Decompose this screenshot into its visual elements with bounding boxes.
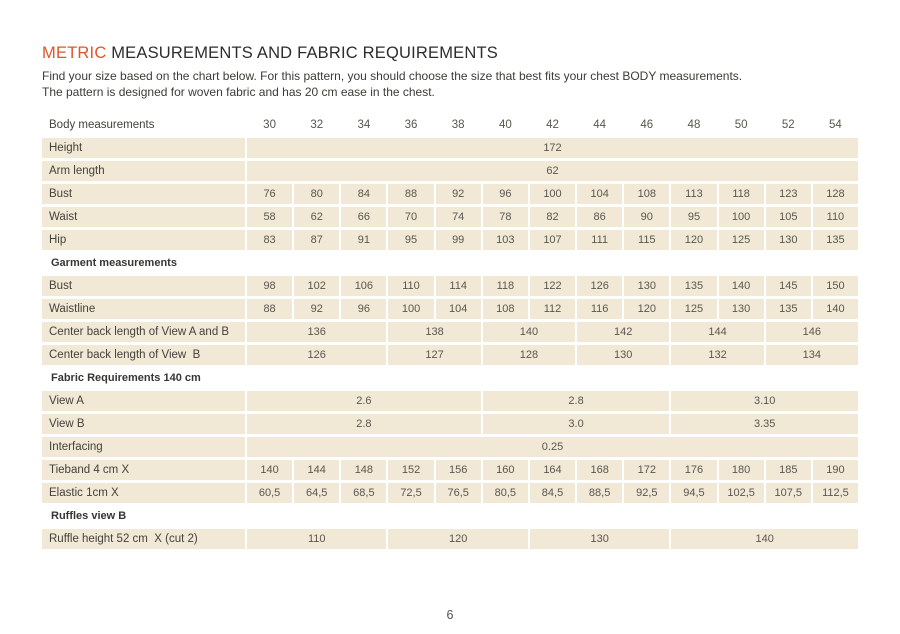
value-cell: 116 bbox=[577, 299, 622, 319]
row-label: Interfacing bbox=[42, 437, 245, 457]
value-cell: 130 bbox=[766, 230, 811, 250]
intro-line-1: Find your size based on the chart below. For this pattern, you should choose the size that best fits your chest BODY measurements. bbox=[42, 69, 743, 83]
value-cell: 168 bbox=[577, 460, 622, 480]
value-cell: 104 bbox=[436, 299, 481, 319]
merged-value-cell: 172 bbox=[247, 138, 858, 158]
value-cell: 82 bbox=[530, 207, 575, 227]
value-cell: 160 bbox=[483, 460, 528, 480]
row-label: Hip bbox=[42, 230, 245, 250]
size-column-header: 40 bbox=[498, 119, 512, 131]
value-cell: 130 bbox=[719, 299, 764, 319]
size-column-header: 42 bbox=[546, 119, 559, 131]
value-cell: 113 bbox=[671, 184, 716, 204]
row-label: Arm length bbox=[42, 161, 245, 181]
value-cell: 176 bbox=[671, 460, 716, 480]
value-cell: 135 bbox=[813, 230, 858, 250]
value-cell: 110 bbox=[388, 276, 433, 296]
value-cell: 88 bbox=[388, 184, 433, 204]
size-column-header: 54 bbox=[829, 119, 842, 131]
value-cell: 99 bbox=[436, 230, 481, 250]
value-cell: 150 bbox=[813, 276, 858, 296]
value-cell: 92 bbox=[294, 299, 339, 319]
row-label: Center back length of View A and B bbox=[42, 322, 245, 342]
value-cell: 125 bbox=[671, 299, 716, 319]
value-cell: 103 bbox=[483, 230, 528, 250]
value-cell: 68,5 bbox=[341, 483, 386, 503]
merged-value-cell: 3.35 bbox=[671, 414, 858, 434]
value-cell: 87 bbox=[294, 230, 339, 250]
row-label: Bust bbox=[42, 184, 245, 204]
row-label: Elastic 1cm X bbox=[42, 483, 245, 503]
merged-value-cell: 142 bbox=[577, 322, 669, 342]
value-cell: 118 bbox=[483, 276, 528, 296]
merged-value-cell: 130 bbox=[530, 529, 669, 549]
value-cell: 125 bbox=[719, 230, 764, 250]
merged-value-cell: 140 bbox=[671, 529, 858, 549]
merged-value-cell: 62 bbox=[247, 161, 858, 181]
table-section-header: Ruffles view B bbox=[51, 510, 127, 522]
value-cell: 112 bbox=[530, 299, 575, 319]
size-column-header: 34 bbox=[357, 119, 371, 131]
row-label: Bust bbox=[42, 276, 245, 296]
value-cell: 92 bbox=[436, 184, 481, 204]
value-cell: 172 bbox=[624, 460, 669, 480]
value-cell: 100 bbox=[719, 207, 764, 227]
value-cell: 76 bbox=[247, 184, 292, 204]
merged-value-cell: 0.25 bbox=[247, 437, 858, 457]
page-title-rest: MEASUREMENTS AND FABRIC REQUIREMENTS bbox=[106, 44, 498, 62]
value-cell: 92,5 bbox=[624, 483, 669, 503]
value-cell: 100 bbox=[530, 184, 575, 204]
size-column-header: 38 bbox=[451, 119, 465, 131]
value-cell: 76,5 bbox=[436, 483, 481, 503]
merged-value-cell: 138 bbox=[388, 322, 480, 342]
size-column-header: 36 bbox=[404, 119, 418, 131]
page-title bbox=[42, 44, 858, 63]
page-title-highlight: METRIC bbox=[42, 44, 107, 62]
value-cell: 105 bbox=[766, 207, 811, 227]
value-cell: 104 bbox=[577, 184, 622, 204]
value-cell: 110 bbox=[813, 207, 858, 227]
size-column-header: 30 bbox=[263, 119, 276, 131]
value-cell: 111 bbox=[577, 230, 622, 250]
value-cell: 108 bbox=[483, 299, 528, 319]
value-cell: 118 bbox=[719, 184, 764, 204]
value-cell: 95 bbox=[388, 230, 433, 250]
value-cell: 94,5 bbox=[671, 483, 716, 503]
merged-value-cell: 126 bbox=[247, 345, 386, 365]
value-cell: 164 bbox=[530, 460, 575, 480]
value-cell: 180 bbox=[719, 460, 764, 480]
merged-value-cell: 2.8 bbox=[247, 414, 481, 434]
page-content bbox=[42, 44, 858, 549]
value-cell: 122 bbox=[530, 276, 575, 296]
value-cell: 107 bbox=[530, 230, 575, 250]
merged-value-cell: 134 bbox=[766, 345, 858, 365]
value-cell: 140 bbox=[719, 276, 764, 296]
value-cell: 98 bbox=[247, 276, 292, 296]
value-cell: 185 bbox=[766, 460, 811, 480]
value-cell: 140 bbox=[813, 299, 858, 319]
row-label: Height bbox=[42, 138, 245, 158]
value-cell: 140 bbox=[247, 460, 292, 480]
value-cell: 90 bbox=[624, 207, 669, 227]
value-cell: 112,5 bbox=[813, 483, 858, 503]
value-cell: 100 bbox=[388, 299, 433, 319]
size-column-header: 44 bbox=[593, 119, 607, 131]
value-cell: 60,5 bbox=[247, 483, 292, 503]
merged-value-cell: 110 bbox=[247, 529, 386, 549]
page-number: 6 bbox=[446, 608, 454, 622]
merged-value-cell: 140 bbox=[483, 322, 575, 342]
value-cell: 66 bbox=[341, 207, 386, 227]
value-cell: 145 bbox=[766, 276, 811, 296]
table-section-header: Garment measurements bbox=[51, 257, 177, 269]
value-cell: 120 bbox=[624, 299, 669, 319]
column-header-label: Body measurements bbox=[49, 119, 155, 131]
value-cell: 135 bbox=[671, 276, 716, 296]
merged-value-cell: 2.6 bbox=[247, 391, 481, 411]
row-label: Ruffle height 52 cm X (cut 2) bbox=[42, 529, 245, 549]
value-cell: 123 bbox=[766, 184, 811, 204]
value-cell: 135 bbox=[766, 299, 811, 319]
size-column-header: 32 bbox=[310, 119, 324, 131]
merged-value-cell: 2.8 bbox=[483, 391, 670, 411]
value-cell: 156 bbox=[436, 460, 481, 480]
value-cell: 91 bbox=[341, 230, 386, 250]
value-cell: 102 bbox=[294, 276, 339, 296]
size-column-header: 48 bbox=[687, 119, 701, 131]
value-cell: 102,5 bbox=[719, 483, 764, 503]
value-cell: 88,5 bbox=[577, 483, 622, 503]
value-cell: 108 bbox=[624, 184, 669, 204]
merged-value-cell: 3.0 bbox=[483, 414, 670, 434]
merged-value-cell: 128 bbox=[483, 345, 575, 365]
value-cell: 96 bbox=[341, 299, 386, 319]
value-cell: 130 bbox=[624, 276, 669, 296]
merged-value-cell: 127 bbox=[388, 345, 480, 365]
value-cell: 115 bbox=[624, 230, 669, 250]
table-section-header: Fabric Requirements 140 cm bbox=[51, 372, 201, 384]
value-cell: 64,5 bbox=[294, 483, 339, 503]
value-cell: 86 bbox=[577, 207, 622, 227]
value-cell: 144 bbox=[294, 460, 339, 480]
value-cell: 70 bbox=[388, 207, 433, 227]
size-measurement-table bbox=[42, 115, 858, 549]
value-cell: 74 bbox=[436, 207, 481, 227]
merged-value-cell: 132 bbox=[671, 345, 763, 365]
value-cell: 80 bbox=[294, 184, 339, 204]
merged-value-cell: 130 bbox=[577, 345, 669, 365]
value-cell: 148 bbox=[341, 460, 386, 480]
value-cell: 84 bbox=[341, 184, 386, 204]
merged-value-cell: 120 bbox=[388, 529, 527, 549]
merged-value-cell: 136 bbox=[247, 322, 386, 342]
row-label: View A bbox=[42, 391, 245, 411]
value-cell: 126 bbox=[577, 276, 622, 296]
value-cell: 96 bbox=[483, 184, 528, 204]
value-cell: 72,5 bbox=[388, 483, 433, 503]
value-cell: 106 bbox=[341, 276, 386, 296]
value-cell: 114 bbox=[436, 276, 481, 296]
merged-value-cell: 146 bbox=[766, 322, 858, 342]
value-cell: 120 bbox=[671, 230, 716, 250]
size-column-header: 50 bbox=[734, 119, 748, 131]
row-label: Waist bbox=[42, 207, 245, 227]
value-cell: 88 bbox=[247, 299, 292, 319]
value-cell: 95 bbox=[671, 207, 716, 227]
size-column-header: 52 bbox=[781, 119, 795, 131]
merged-value-cell: 144 bbox=[671, 322, 763, 342]
value-cell: 80,5 bbox=[483, 483, 528, 503]
value-cell: 190 bbox=[813, 460, 858, 480]
intro-line-2: The pattern is designed for woven fabric and has 20 cm ease in the chest. bbox=[42, 85, 435, 99]
value-cell: 152 bbox=[388, 460, 433, 480]
value-cell: 78 bbox=[483, 207, 528, 227]
row-label: Tieband 4 cm X bbox=[42, 460, 245, 480]
row-label: Waistline bbox=[42, 299, 245, 319]
row-label: Center back length of View B bbox=[42, 345, 245, 365]
size-column-header: 46 bbox=[640, 119, 654, 131]
value-cell: 107,5 bbox=[766, 483, 811, 503]
value-cell: 84,5 bbox=[530, 483, 575, 503]
value-cell: 83 bbox=[247, 230, 292, 250]
value-cell: 62 bbox=[294, 207, 339, 227]
intro-paragraph bbox=[42, 68, 858, 100]
row-label: View B bbox=[42, 414, 245, 434]
value-cell: 58 bbox=[247, 207, 292, 227]
value-cell: 128 bbox=[813, 184, 858, 204]
merged-value-cell: 3.10 bbox=[671, 391, 858, 411]
